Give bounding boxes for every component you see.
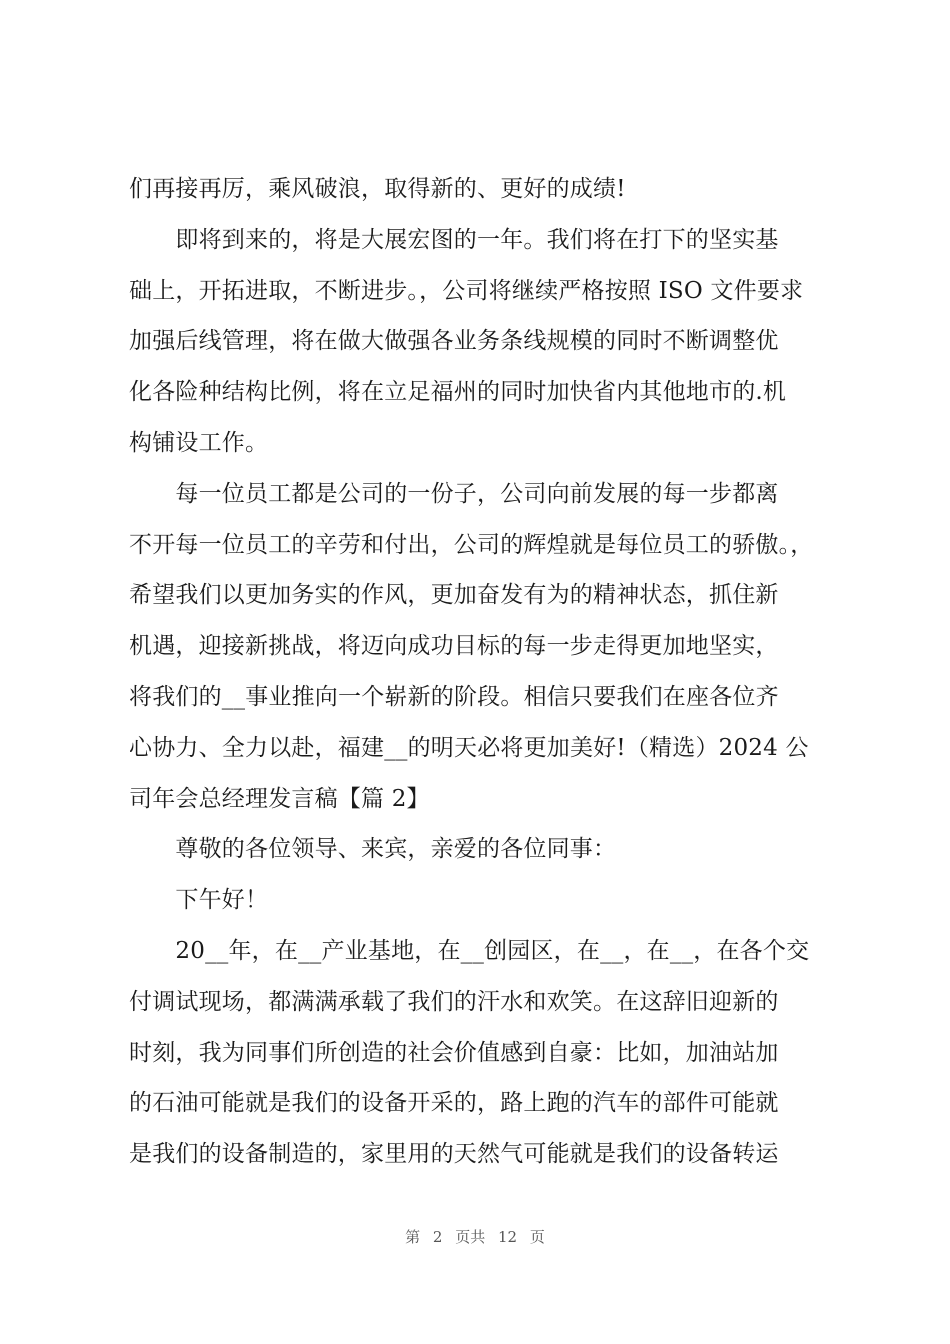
text-line: 尊敬的各位领导、来宾，亲爱的各位同事： — [129, 836, 617, 863]
text-line: 构铺设工作。 — [129, 429, 269, 456]
text-line: 时刻，我为同事们所创造的社会价值感到自豪：比如，加油站加 — [129, 1039, 779, 1066]
text-line: 们再接再厉，乘风破浪，取得新的、更好的成绩! — [129, 176, 626, 202]
text-line: 机遇，迎接新挑战，将迈向成功目标的每一步走得更加地坚实， — [129, 633, 779, 660]
text-line: 础上，开拓进取，不断进步。，公司将继续严格按照 ISO 文件要求 — [129, 277, 804, 304]
text-line: 加强后线管理，将在做大做强各业务条线规模的同时不断调整优 — [129, 328, 779, 355]
document-body — [129, 164, 859, 1180]
text-line: 的石油可能就是我们的设备开采的，路上跑的汽车的部件可能就 — [129, 1090, 779, 1117]
text-line: 不开每一位员工的辛劳和付出，公司的辉煌就是每位员工的骄傲。， — [129, 531, 814, 558]
text-line: 即将到来的，将是大展宏图的一年。我们将在打下的坚实基 — [129, 226, 779, 253]
page-number-footer: 第 2 页共 12 页 — [405, 1228, 545, 1246]
text-line: 每一位员工都是公司的一份子，公司向前发展的每一步都离 — [129, 480, 779, 507]
text-line: 希望我们以更加务实的作风，更加奋发有为的精神状态，抓住新 — [129, 582, 779, 609]
text-line: 是我们的设备制造的，家里用的天然气可能就是我们的设备转运 — [129, 1141, 779, 1168]
text-line: 化各险种结构比例，将在立足福州的同时加快省内其他地市的.机 — [129, 379, 787, 406]
text-line: 付调试现场，都满满承载了我们的汗水和欢笑。在这辞旧迎新的 — [129, 988, 779, 1015]
text-line: 将我们的__事业推向一个崭新的阶段。相信只要我们在座各位齐 — [129, 683, 779, 710]
text-line: 20__年，在__产业基地，在__创园区，在__，在__，在各个交 — [129, 937, 810, 964]
text-line: 下午好！ — [129, 887, 269, 914]
text-line: 心协力、全力以赴，福建__的明天必将更加美好!（精选）2024 公 — [129, 734, 809, 761]
text-line: 司年会总经理发言稿【篇 2】 — [129, 785, 430, 812]
